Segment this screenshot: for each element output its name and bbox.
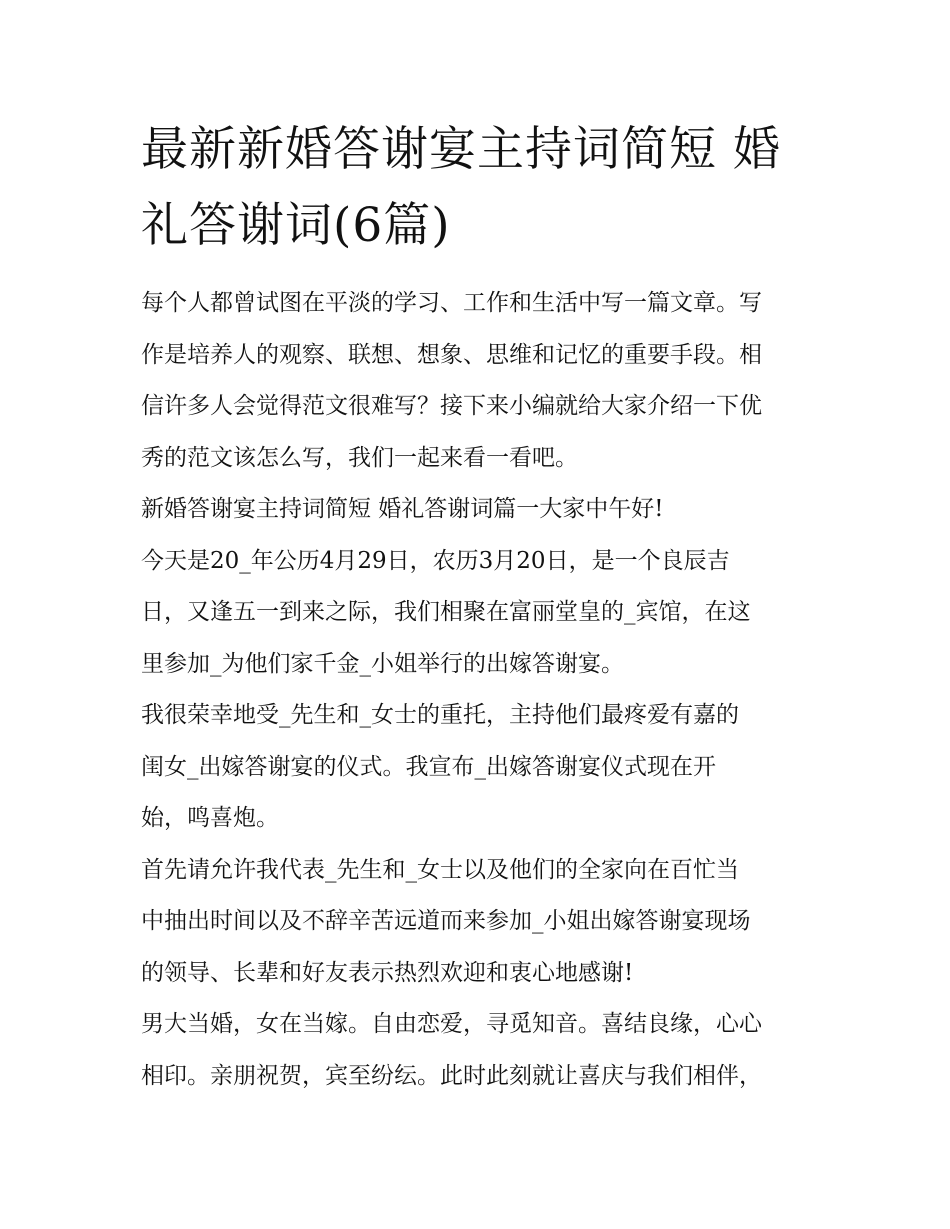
text-line: 闺女_出嫁答谢宴的仪式。我宣布_出嫁答谢宴仪式现在开 — [141, 753, 716, 780]
text-line: 信许多人会觉得范文很难写？接下来小编就给大家介绍一下优 — [141, 393, 762, 419]
text-line: 每个人都曾试图在平淡的学习、工作和生活中写一篇文章。写 — [141, 290, 762, 316]
text-line: 始，鸣喜炮。 — [141, 805, 279, 831]
paragraph-blessing — [141, 999, 813, 1102]
text-line: 日，又逢五一到来之际，我们相聚在富丽堂皇的_宾馆，在这 — [141, 599, 751, 625]
text-line: 首先请允许我代表_先生和_女士以及他们的全家向在百忙当 — [141, 856, 739, 883]
document-title — [141, 112, 813, 264]
text-line: 男大当婚，女在当嫁。自由恋爱，寻觅知音。喜结良缘，心心 — [141, 1011, 762, 1037]
text-line: 新婚答谢宴主持词简短 婚礼答谢词篇一大家中午好! — [141, 496, 664, 522]
paragraph-intro — [141, 278, 813, 484]
text-line: 我很荣幸地受_先生和_女士的重托，主持他们最疼爱有嘉的 — [141, 702, 739, 728]
text-line: 相印。亲朋祝贺，宾至纷纭。此时此刻就让喜庆与我们相伴， — [141, 1062, 762, 1089]
paragraph-thanks — [141, 845, 813, 1000]
paragraph-heading — [141, 484, 813, 536]
document-page — [141, 112, 813, 1102]
text-line: 的领导、长辈和好友表示热烈欢迎和衷心地感谢! — [141, 959, 634, 986]
title-line: 礼答谢词(6篇) — [141, 198, 451, 253]
text-line: 里参加_为他们家千金_小姐举行的出嫁答谢宴。 — [141, 650, 624, 677]
title-line: 最新新婚答谢宴主持词简短 婚 — [141, 122, 781, 177]
text-line: 作是培养人的观察、联想、想象、思维和记忆的重要手段。相 — [141, 341, 762, 368]
paragraph-host — [141, 690, 813, 845]
paragraph-date — [141, 536, 813, 691]
text-line: 中抽出时间以及不辞辛苦远道而来参加_小姐出嫁答谢宴现场 — [141, 908, 751, 934]
text-line: 秀的范文该怎么写，我们一起来看一看吧。 — [141, 444, 578, 471]
text-line: 今天是20_年公历4月29日，农历3月20日，是一个良辰吉 — [141, 547, 730, 574]
document-body — [141, 278, 813, 1102]
